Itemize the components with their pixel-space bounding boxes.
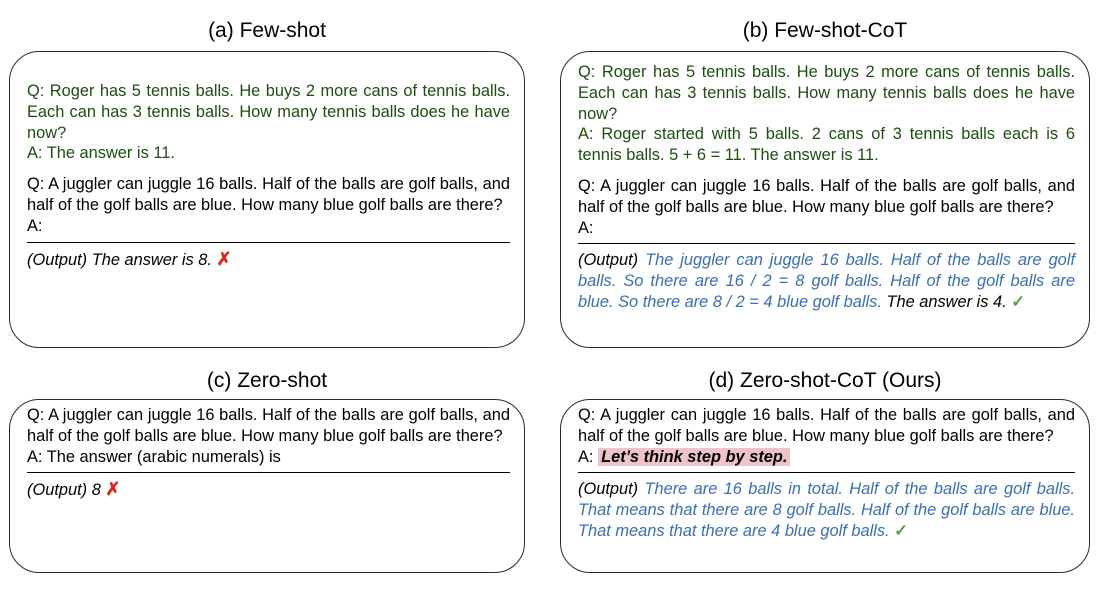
check-icon: ✓ (894, 521, 908, 540)
test-question: Q: A juggler can juggle 16 balls. Half of the balls are golf balls, and half of the golf balls are blue. How many blue golf balls are there? (578, 176, 1075, 216)
cot-trigger-phrase: Let’s think step by step. (598, 448, 790, 466)
example-question: Q: Roger has 5 tennis balls. He buys 2 more cans of tennis balls. Each can has 3 tennis balls. How many tennis balls does he have now? (578, 63, 1075, 123)
divider (27, 472, 510, 473)
model-output (27, 249, 510, 271)
panel-b-title: (b) Few-shot-CoT (742, 19, 908, 42)
answer-prompt: A: The answer (arabic numerals) is (27, 447, 281, 466)
divider (27, 242, 510, 243)
panel-zero-shot-cot (560, 399, 1090, 573)
example-answer: A: Roger started with 5 balls. 2 cans of 3 tennis balls each is 6 tennis balls. 5 + 6 = 11. The answer is 11. (578, 125, 1075, 165)
output-label: (Output) (578, 480, 639, 499)
output-label: (Output) (578, 251, 639, 270)
panel-c-title: (c) Zero-shot (206, 369, 328, 392)
panel-few-shot (9, 51, 525, 348)
model-output (27, 479, 510, 501)
example-answer: A: The answer is 11. (27, 144, 175, 163)
output-text: The answer is 4. (886, 292, 1007, 311)
panel-few-shot-cot (560, 51, 1090, 348)
example-question: Q: Roger has 5 tennis balls. He buys 2 more cans of tennis balls. Each can has 3 tennis balls. How many tennis balls does he have now? (27, 82, 510, 142)
answer-prompt-line (578, 447, 1075, 468)
cross-icon: ✗ (105, 479, 121, 500)
reasoning-text: The juggler can juggle 16 balls. Half of the balls are golf balls. So there are 16 / 2 = 8 golf balls. Half of the golf balls are blue. So there are 8 / 2 = 4 blue golf balls. (578, 251, 1075, 311)
check-icon: ✓ (1011, 292, 1025, 311)
answer-prompt: A: (27, 216, 43, 235)
output-text: The answer is 8. (91, 250, 212, 269)
panel-zero-shot (9, 399, 525, 573)
divider (578, 472, 1075, 473)
answer-prompt: A: (578, 218, 594, 237)
divider (578, 243, 1075, 244)
output-label: (Output) (27, 481, 88, 500)
panel-d-title: (d) Zero-shot-CoT (Ours) (708, 369, 942, 392)
cross-icon: ✗ (216, 248, 232, 269)
reasoning-text: There are 16 balls in total. Half of the balls are golf balls. That means that there are 8 golf balls. Half of the golf balls are blue. That means that there are 4 blue golf balls. (578, 480, 1075, 540)
output-text: 8 (91, 481, 101, 500)
output-label: (Output) (27, 250, 88, 269)
test-question: Q: A juggler can juggle 16 balls. Half of the balls are golf balls, and half of the golf balls are blue. How many blue golf balls are there? (578, 406, 1075, 445)
test-question: Q: A juggler can juggle 16 balls. Half of the balls are golf balls, and half of the golf balls are blue. How many blue golf balls are there? (27, 406, 510, 445)
panel-a-title: (a) Few-shot (208, 19, 326, 42)
model-output (578, 250, 1075, 312)
test-question: Q: A juggler can juggle 16 balls. Half of the balls are golf balls, and half of the golf balls are blue. How many blue golf balls are there? (27, 175, 510, 214)
model-output (578, 479, 1075, 541)
answer-prompt: A: (578, 447, 594, 466)
